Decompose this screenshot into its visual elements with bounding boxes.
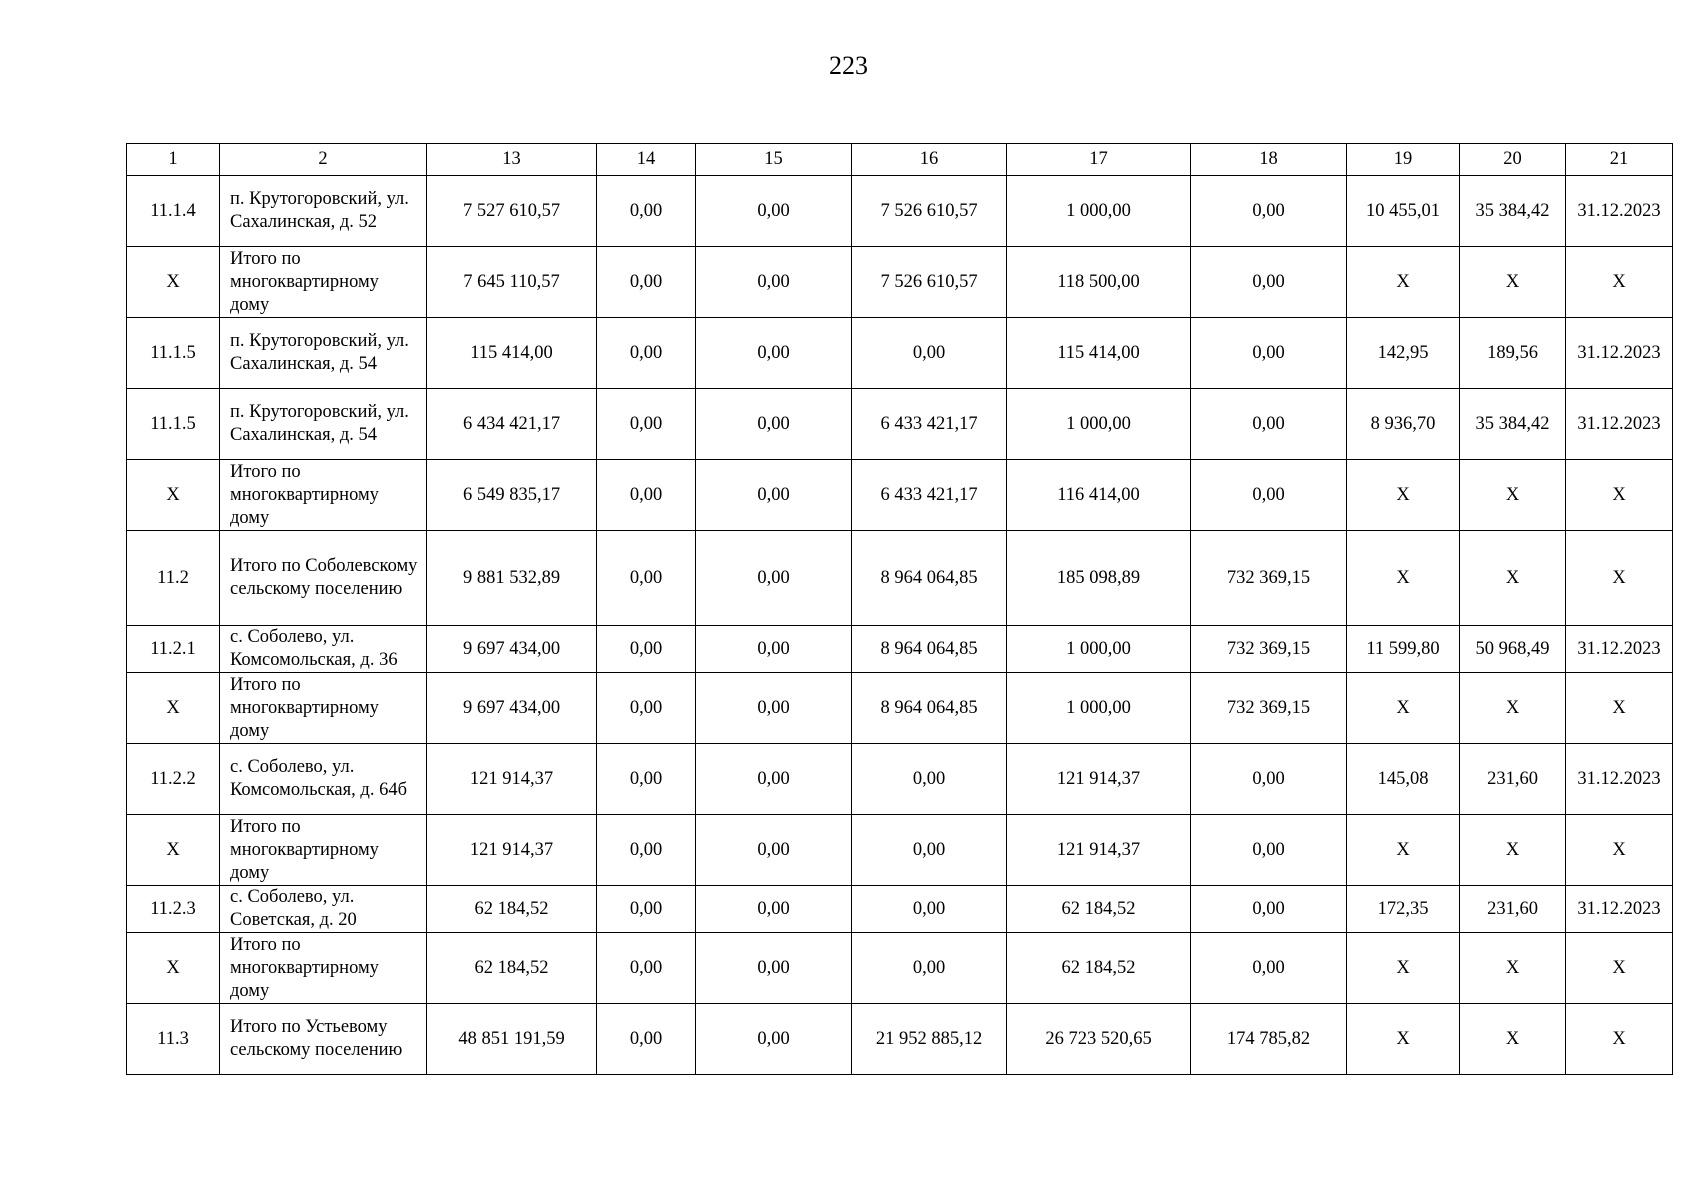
table-cell: Х bbox=[1460, 460, 1566, 531]
table-cell: Итого по многоквартирному дому bbox=[220, 673, 427, 744]
table-cell: с. Соболево, ул. Комсомольская, д. 64б bbox=[220, 744, 427, 815]
table-cell: 31.12.2023 bbox=[1566, 389, 1673, 460]
table-cell: 0,00 bbox=[597, 626, 696, 673]
table-cell: Х bbox=[127, 815, 220, 886]
table-cell: 11.3 bbox=[127, 1004, 220, 1075]
table-cell: 185 098,89 bbox=[1007, 531, 1191, 626]
table-cell: Итого по Устьевому сельскому поселению bbox=[220, 1004, 427, 1075]
table-cell: 8 964 064,85 bbox=[852, 626, 1007, 673]
table-cell: 0,00 bbox=[852, 933, 1007, 1004]
column-header: 17 bbox=[1007, 144, 1191, 176]
table-cell: 1 000,00 bbox=[1007, 176, 1191, 247]
page-number: 223 bbox=[829, 51, 868, 80]
table-cell: 7 526 610,57 bbox=[852, 247, 1007, 318]
table-cell: 115 414,00 bbox=[427, 318, 597, 389]
table-row bbox=[127, 531, 1673, 626]
table-cell: 0,00 bbox=[696, 815, 852, 886]
table-cell: 11.1.5 bbox=[127, 318, 220, 389]
table-row bbox=[127, 744, 1673, 815]
table-cell: 31.12.2023 bbox=[1566, 318, 1673, 389]
table-cell: 0,00 bbox=[852, 318, 1007, 389]
table-cell: 62 184,52 bbox=[427, 886, 597, 933]
table-cell: 0,00 bbox=[696, 626, 852, 673]
table-cell: 6 433 421,17 bbox=[852, 389, 1007, 460]
table-cell: 0,00 bbox=[1191, 318, 1347, 389]
data-table-container bbox=[126, 143, 1672, 1075]
table-cell: 7 527 610,57 bbox=[427, 176, 597, 247]
table-cell: 0,00 bbox=[696, 389, 852, 460]
table-cell: 31.12.2023 bbox=[1566, 626, 1673, 673]
table-row bbox=[127, 176, 1673, 247]
table-cell: 9 697 434,00 bbox=[427, 673, 597, 744]
table-cell: 0,00 bbox=[1191, 389, 1347, 460]
table-row bbox=[127, 460, 1673, 531]
table-cell: 0,00 bbox=[696, 531, 852, 626]
table-cell: 0,00 bbox=[696, 933, 852, 1004]
table-row bbox=[127, 389, 1673, 460]
table-cell: 31.12.2023 bbox=[1566, 176, 1673, 247]
table-cell: Х bbox=[1460, 673, 1566, 744]
table-cell: Итого по многоквартирному дому bbox=[220, 815, 427, 886]
data-table bbox=[126, 143, 1673, 1075]
table-cell: 10 455,01 bbox=[1347, 176, 1460, 247]
table-cell: 62 184,52 bbox=[427, 933, 597, 1004]
table-cell: 732 369,15 bbox=[1191, 673, 1347, 744]
table-row bbox=[127, 886, 1673, 933]
table-cell: Итого по многоквартирному дому bbox=[220, 933, 427, 1004]
table-cell: 48 851 191,59 bbox=[427, 1004, 597, 1075]
table-cell: Х bbox=[1566, 247, 1673, 318]
table-cell: 9 697 434,00 bbox=[427, 626, 597, 673]
table-cell: 0,00 bbox=[696, 886, 852, 933]
table-cell: 7 526 610,57 bbox=[852, 176, 1007, 247]
table-cell: 231,60 bbox=[1460, 744, 1566, 815]
table-cell: Х bbox=[1460, 815, 1566, 886]
table-cell: 8 964 064,85 bbox=[852, 673, 1007, 744]
table-row bbox=[127, 626, 1673, 673]
table-cell: 35 384,42 bbox=[1460, 176, 1566, 247]
column-header: 21 bbox=[1566, 144, 1673, 176]
column-header: 19 bbox=[1347, 144, 1460, 176]
table-cell: Х bbox=[1460, 933, 1566, 1004]
table-cell: Х bbox=[1347, 247, 1460, 318]
table-cell: Х bbox=[1347, 460, 1460, 531]
table-cell: Х bbox=[127, 460, 220, 531]
table-cell: 0,00 bbox=[597, 176, 696, 247]
table-cell: 0,00 bbox=[696, 673, 852, 744]
table-cell: 0,00 bbox=[1191, 744, 1347, 815]
table-cell: 0,00 bbox=[597, 1004, 696, 1075]
table-cell: 7 645 110,57 bbox=[427, 247, 597, 318]
table-cell: 118 500,00 bbox=[1007, 247, 1191, 318]
column-header: 15 bbox=[696, 144, 852, 176]
table-cell: 0,00 bbox=[696, 744, 852, 815]
column-header: 1 bbox=[127, 144, 220, 176]
table-cell: 121 914,37 bbox=[1007, 815, 1191, 886]
table-cell: 116 414,00 bbox=[1007, 460, 1191, 531]
table-cell: 0,00 bbox=[597, 815, 696, 886]
table-cell: 174 785,82 bbox=[1191, 1004, 1347, 1075]
table-cell: п. Крутогоровский, ул. Сахалинская, д. 54 bbox=[220, 389, 427, 460]
table-cell: Х bbox=[1347, 933, 1460, 1004]
table-cell: 0,00 bbox=[852, 815, 1007, 886]
table-cell: 189,56 bbox=[1460, 318, 1566, 389]
table-row bbox=[127, 247, 1673, 318]
table-cell: 0,00 bbox=[852, 886, 1007, 933]
table-cell: 11.2.1 bbox=[127, 626, 220, 673]
table-cell: Х bbox=[1566, 1004, 1673, 1075]
table-cell: 1 000,00 bbox=[1007, 626, 1191, 673]
table-cell: 0,00 bbox=[597, 673, 696, 744]
table-row bbox=[127, 673, 1673, 744]
table-cell: Х bbox=[1460, 531, 1566, 626]
table-cell: 1 000,00 bbox=[1007, 389, 1191, 460]
table-row bbox=[127, 815, 1673, 886]
column-header: 20 bbox=[1460, 144, 1566, 176]
table-cell: 0,00 bbox=[1191, 176, 1347, 247]
column-header: 18 bbox=[1191, 144, 1347, 176]
table-cell: Х bbox=[127, 247, 220, 318]
table-cell: 62 184,52 bbox=[1007, 933, 1191, 1004]
table-cell: 8 936,70 bbox=[1347, 389, 1460, 460]
table-cell: 0,00 bbox=[597, 744, 696, 815]
table-cell: Х bbox=[1566, 933, 1673, 1004]
table-cell: 732 369,15 bbox=[1191, 626, 1347, 673]
table-cell: 0,00 bbox=[696, 247, 852, 318]
table-row bbox=[127, 318, 1673, 389]
table-cell: 0,00 bbox=[1191, 460, 1347, 531]
table-cell: 26 723 520,65 bbox=[1007, 1004, 1191, 1075]
table-cell: 0,00 bbox=[696, 1004, 852, 1075]
table-cell: 31.12.2023 bbox=[1566, 886, 1673, 933]
table-cell: 6 433 421,17 bbox=[852, 460, 1007, 531]
table-cell: 0,00 bbox=[1191, 933, 1347, 1004]
table-cell: Итого по Соболевскому сельскому поселению bbox=[220, 531, 427, 626]
table-cell: 732 369,15 bbox=[1191, 531, 1347, 626]
table-cell: 0,00 bbox=[597, 247, 696, 318]
column-header: 14 bbox=[597, 144, 696, 176]
table-cell: Х bbox=[1347, 531, 1460, 626]
table-body bbox=[127, 176, 1673, 1075]
table-cell: 11.2.3 bbox=[127, 886, 220, 933]
table-cell: 0,00 bbox=[1191, 815, 1347, 886]
table-cell: Х bbox=[1566, 673, 1673, 744]
table-cell: с. Соболево, ул. Комсомольская, д. 36 bbox=[220, 626, 427, 673]
table-cell: Х bbox=[1347, 815, 1460, 886]
table-cell: Х bbox=[1566, 460, 1673, 531]
table-cell: 121 914,37 bbox=[427, 815, 597, 886]
table-cell: 11 599,80 bbox=[1347, 626, 1460, 673]
table-cell: 6 549 835,17 bbox=[427, 460, 597, 531]
table-cell: 6 434 421,17 bbox=[427, 389, 597, 460]
table-cell: 0,00 bbox=[1191, 886, 1347, 933]
table-cell: Х bbox=[127, 933, 220, 1004]
table-cell: Итого по многоквартирному дому bbox=[220, 460, 427, 531]
table-cell: с. Соболево, ул. Советская, д. 20 bbox=[220, 886, 427, 933]
table-cell: 50 968,49 bbox=[1460, 626, 1566, 673]
table-cell: Х bbox=[1566, 531, 1673, 626]
header-row bbox=[127, 144, 1673, 176]
table-cell: 9 881 532,89 bbox=[427, 531, 597, 626]
table-cell: 62 184,52 bbox=[1007, 886, 1191, 933]
table-cell: 11.1.5 bbox=[127, 389, 220, 460]
table-cell: Х bbox=[1460, 1004, 1566, 1075]
column-header: 16 bbox=[852, 144, 1007, 176]
table-cell: 121 914,37 bbox=[1007, 744, 1191, 815]
table-row bbox=[127, 1004, 1673, 1075]
table-cell: 0,00 bbox=[852, 744, 1007, 815]
table-cell: Х bbox=[1347, 673, 1460, 744]
table-cell: 21 952 885,12 bbox=[852, 1004, 1007, 1075]
table-cell: 1 000,00 bbox=[1007, 673, 1191, 744]
table-cell: 0,00 bbox=[597, 886, 696, 933]
table-cell: 231,60 bbox=[1460, 886, 1566, 933]
table-cell: 0,00 bbox=[597, 933, 696, 1004]
table-cell: 0,00 bbox=[597, 460, 696, 531]
table-cell: 11.2.2 bbox=[127, 744, 220, 815]
table-cell: Х bbox=[1460, 247, 1566, 318]
table-cell: Х bbox=[127, 673, 220, 744]
table-cell: 0,00 bbox=[597, 318, 696, 389]
table-cell: 11.2 bbox=[127, 531, 220, 626]
table-cell: 0,00 bbox=[1191, 247, 1347, 318]
table-cell: Х bbox=[1566, 815, 1673, 886]
table-cell: 11.1.4 bbox=[127, 176, 220, 247]
table-cell: 31.12.2023 bbox=[1566, 744, 1673, 815]
table-cell: 0,00 bbox=[597, 531, 696, 626]
table-row bbox=[127, 933, 1673, 1004]
column-header: 2 bbox=[220, 144, 427, 176]
table-cell: 35 384,42 bbox=[1460, 389, 1566, 460]
table-cell: 0,00 bbox=[597, 389, 696, 460]
table-cell: п. Крутогоровский, ул. Сахалинская, д. 54 bbox=[220, 318, 427, 389]
table-cell: Итого по многоквартирному дому bbox=[220, 247, 427, 318]
table-cell: 121 914,37 bbox=[427, 744, 597, 815]
table-cell: 0,00 bbox=[696, 318, 852, 389]
table-cell: п. Крутогоровский, ул. Сахалинская, д. 52 bbox=[220, 176, 427, 247]
table-cell: 142,95 bbox=[1347, 318, 1460, 389]
column-header: 13 bbox=[427, 144, 597, 176]
table-cell: 0,00 bbox=[696, 176, 852, 247]
table-cell: Х bbox=[1347, 1004, 1460, 1075]
table-cell: 8 964 064,85 bbox=[852, 531, 1007, 626]
table-cell: 115 414,00 bbox=[1007, 318, 1191, 389]
table-cell: 145,08 bbox=[1347, 744, 1460, 815]
table-cell: 0,00 bbox=[696, 460, 852, 531]
table-cell: 172,35 bbox=[1347, 886, 1460, 933]
